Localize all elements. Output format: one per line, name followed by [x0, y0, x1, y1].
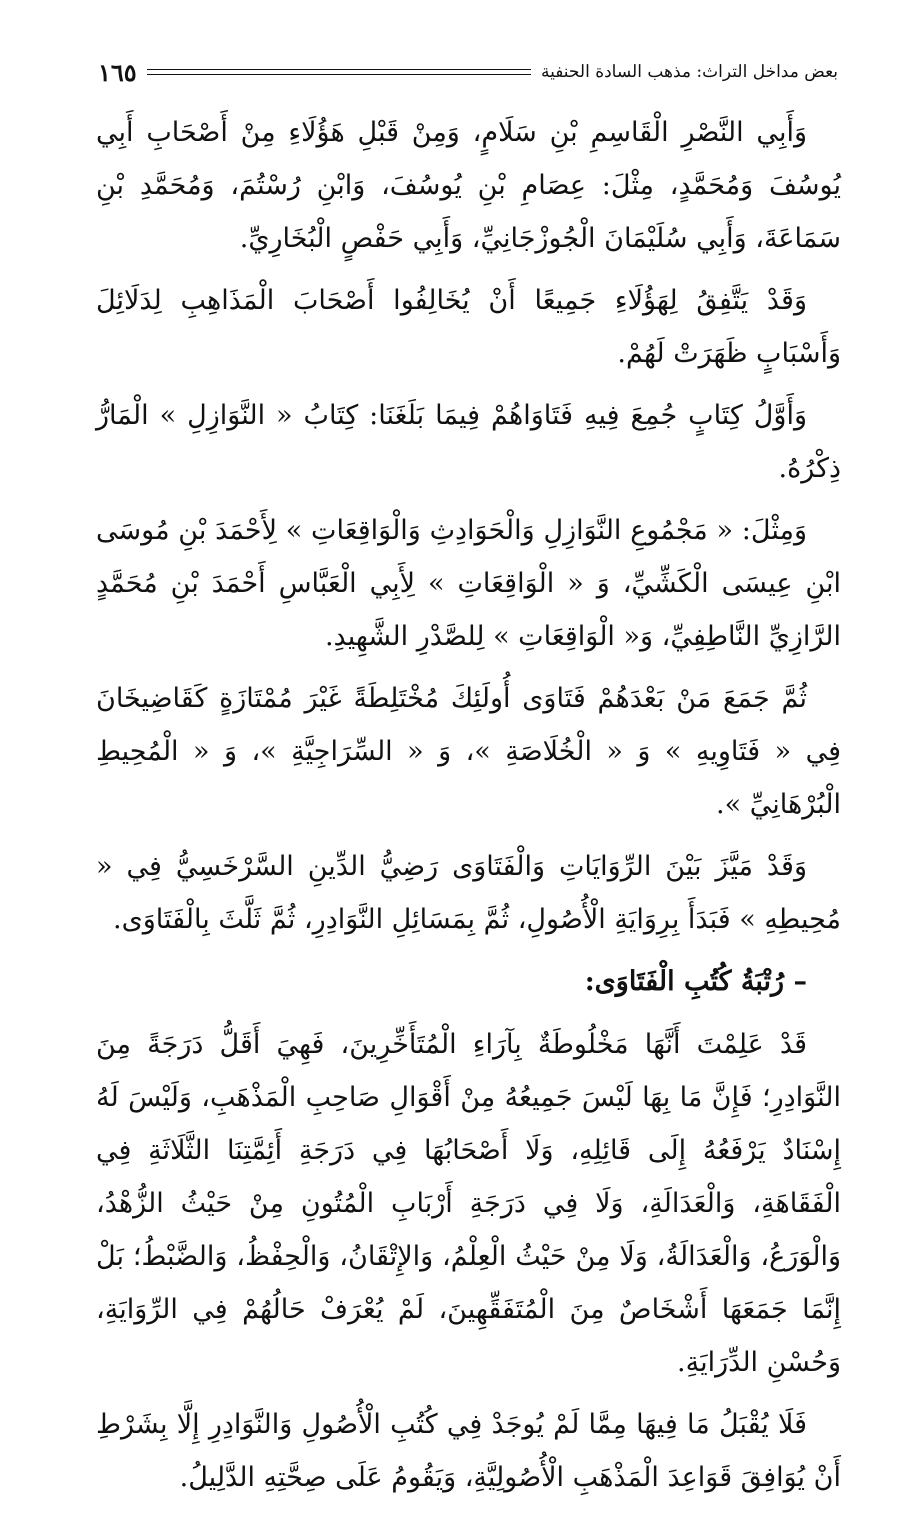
paragraph: وَقَدْ مَيَّزَ بَيْنَ الرِّوَايَاتِ وَالْفَتَاوَى رَضِيُّ الدِّينِ السَّرْخَسِيُّ فِي « مُحِيطِهِ » فَبَدَأَ بِرِوَايَةِ الْأُصُولِ، ثُمَّ بِمَسَائِلِ النَّوَادِرِ، ثُمَّ ثَلَّثَ بِالْفَتَاوَى.	[96, 851, 841, 935]
header-rule	[147, 69, 531, 75]
page-body	[96, 106, 841, 1513]
paragraph: وَمِثْلَ: « مَجْمُوعِ النَّوَازِلِ وَالْحَوَادِثِ وَالْوَاقِعَاتِ » لِأَحْمَدَ بْنِ مُوسَى ابْنِ عِيسَى الْكَشِّيِّ، وَ « الْوَاقِعَاتِ » لِأَبِي الْعَبَّاسِ أَحْمَدَ بْنِ مُحَمَّدٍ الرَّازِيِّ النَّاطِفِيِّ، وَ« الْوَاقِعَاتِ » لِلصَّدْرِ الشَّهِيدِ.	[96, 515, 841, 652]
paragraph: وَأَوَّلُ كِتَابٍ جُمِعَ فِيهِ فَتَاوَاهُمْ فِيمَا بَلَغَنَا: كِتَابُ « النَّوَازِلِ » الْمَارُّ ذِكْرُهُ.	[96, 400, 841, 484]
page-header	[98, 52, 838, 92]
paragraph: فَلَا يُقْبَلُ مَا فِيهَا مِمَّا لَمْ يُوجَدْ فِي كُتُبِ الْأُصُولِ وَالنَّوَادِرِ إِلَّا بِشَرْطِ أَنْ يُوَافِقَ قَوَاعِدَ الْمَذْهَبِ الْأُصُولِيَّةِ، وَيَقُومُ عَلَى صِحَّتِهِ الدَّلِيلُ.	[96, 1409, 841, 1493]
section-heading: – رُتْبَةُ كُتُبِ الْفَتَاوَى:	[584, 966, 807, 997]
running-head: بعض مداخل التراث: مذهب السادة الحنفية	[540, 62, 838, 82]
paragraph: وَقَدْ يَتَّفِقُ لِهَؤُلَاءِ جَمِيعًا أَنْ يُخَالِفُوا أَصْحَابَ الْمَذَاهِبِ لِدَلَائِلَ وَأَسْبَابٍ ظَهَرَتْ لَهُمْ.	[96, 285, 841, 369]
page-number: ١٦٥	[98, 57, 137, 87]
paragraph: وَأَبِي النَّصْرِ الْقَاسِمِ بْنِ سَلَامٍ، وَمِنْ قَبْلِ هَؤُلَاءِ مِنْ أَصْحَابِ أَبِي يُوسُفَ وَمُحَمَّدٍ، مِثْلَ: عِصَامِ بْنِ يُوسُفَ، وَابْنِ رُسْتُمَ، وَمُحَمَّدِ بْنِ سَمَاعَةَ، وَأَبِي سُلَيْمَانَ الْجُوزْجَانِيِّ، وَأَبِي حَفْصٍ الْبُخَارِيِّ.	[96, 117, 841, 254]
paragraph: قَدْ عَلِمْتَ أَنَّهَا مَخْلُوطَةٌ بِآرَاءِ الْمُتَأَخِّرِينَ، فَهِيَ أَقَلُّ دَرَجَةً مِنَ النَّوَادِرِ؛ فَإِنَّ مَا بِهَا لَيْسَ جَمِيعُهُ مِنْ أَقْوَالِ صَاحِبِ الْمَذْهَبِ، وَلَيْسَ لَهُ إِسْنَادٌ يَرْفَعُهُ إِلَى قَائِلِهِ، وَلَا أَصْحَابُهَا فِي دَرَجَةِ أَئِمَّتِنَا الثَّلَاثَةِ فِي الْفَقَاهَةِ، وَالْعَدَالَةِ، وَلَا فِي دَرَجَةِ أَرْبَابِ الْمُتُونِ مِنْ حَيْثُ الزُّهْدُ، وَالْوَرَعُ، وَالْعَدَالَةُ، وَلَا مِنْ حَيْثُ الْعِلْمُ، وَالإِتْقَانُ، وَالْحِفْظُ، وَالضَّبْطُ؛ بَلْ إِنَّمَا جَمَعَهَا أَشْخَاصٌ مِنَ الْمُتَفَقِّهِينَ، لَمْ يُعْرَفْ حَالُهُمْ فِي الرِّوَايَةِ، وَحُسْنِ الدِّرَايَةِ.	[96, 1029, 841, 1378]
paragraph: ثُمَّ جَمَعَ مَنْ بَعْدَهُمْ فَتَاوَى أُولَئِكَ مُخْتَلِطَةً غَيْرَ مُمْتَازَةٍ كَقَاضِيخَانَ فِي « فَتَاوِيهِ » وَ « الْخُلَاصَةِ »، وَ « السِّرَاجِيَّةِ »، وَ « الْمُحِيطِ الْبُرْهَانِيِّ ».	[96, 683, 841, 820]
